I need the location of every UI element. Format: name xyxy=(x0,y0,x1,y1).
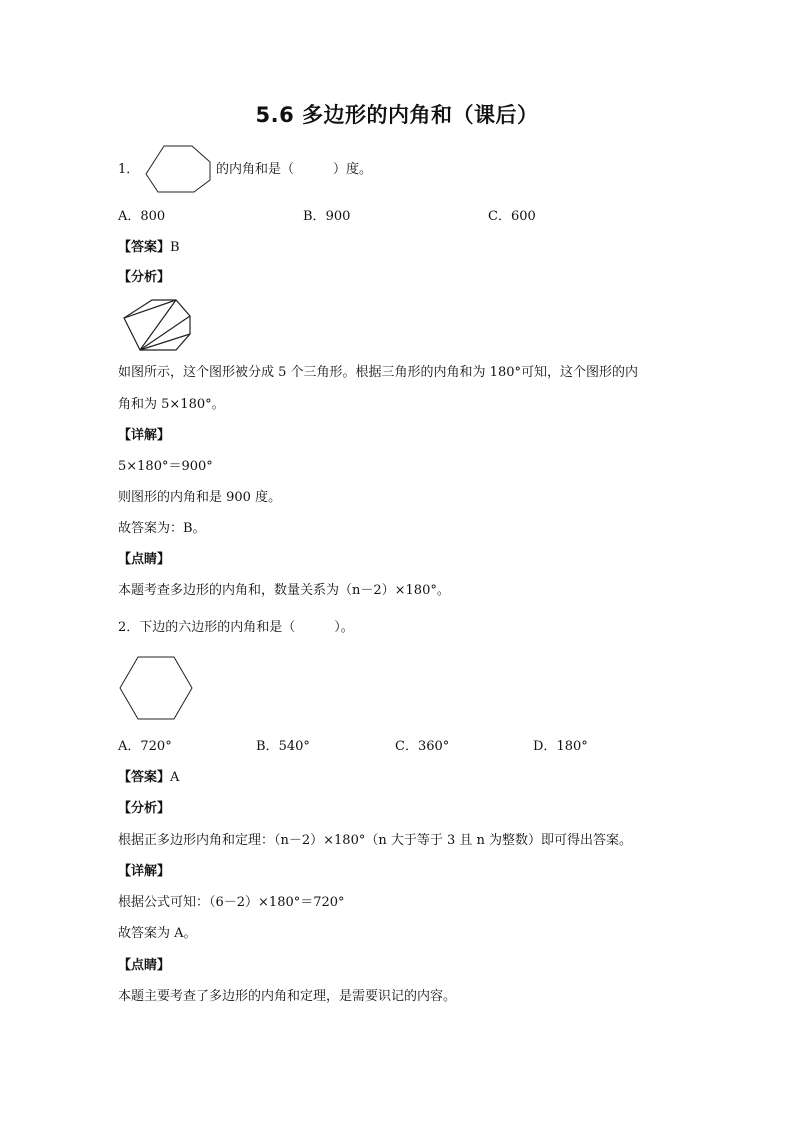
q2-hexagon-figure xyxy=(118,654,196,722)
q1-stem: 的内角和是（ ）度。 xyxy=(216,162,373,177)
answer-label: 【答案】 xyxy=(118,240,171,255)
q2-stem xyxy=(118,621,354,634)
q2-detail-label: 【详解】 xyxy=(118,864,171,879)
option-label: B． xyxy=(256,739,279,754)
option-text: 540° xyxy=(278,739,310,754)
option-label: A． xyxy=(118,209,141,224)
q2-option-d xyxy=(533,740,588,753)
q2-option-a xyxy=(118,740,172,753)
q1-number: 1． xyxy=(118,162,140,177)
q1-detail-label: 【详解】 xyxy=(118,428,171,443)
option-text: 800 xyxy=(140,209,166,224)
answer-value: B xyxy=(170,240,180,255)
option-text: 360° xyxy=(417,739,450,754)
q2-detail-line2: 故答案为 A。 xyxy=(118,926,197,941)
q2-answer xyxy=(118,771,179,784)
q1-answer xyxy=(118,241,180,254)
q2-option-b xyxy=(256,740,310,753)
q2-comment-text: 本题主要考查了多边形的内角和定理，是需要识记的内容。 xyxy=(118,989,457,1004)
option-text: 720° xyxy=(140,739,172,754)
q1-detail-line2: 则图形的内角和是 900 度。 xyxy=(118,490,282,505)
q2-option-c xyxy=(395,740,449,753)
option-label: D． xyxy=(533,739,557,754)
answer-value: A xyxy=(170,770,180,785)
q1-option-b xyxy=(303,210,350,223)
option-text: 180° xyxy=(556,739,588,754)
q2-comment-label: 【点睛】 xyxy=(118,958,171,973)
q1-option-a xyxy=(118,210,165,223)
q1-analysis-text-line2: 角和为 5×180°。 xyxy=(118,397,225,412)
q2-number: 2． xyxy=(118,620,140,635)
page-title: 5.6 多边形的内角和（课后） xyxy=(255,103,539,127)
q1-detail-line3: 故答案为：B。 xyxy=(118,521,206,536)
q2-analysis-text: 根据正多边形内角和定理：（n－2）×180°（n 大于等于 3 且 n 为整数）即可得出答案。 xyxy=(118,833,633,848)
q2-stem-text: 下边的六边形的内角和是（ ）。 xyxy=(139,620,354,635)
option-label: A． xyxy=(118,739,141,754)
option-label: C． xyxy=(488,209,511,224)
q1-comment-label: 【点睛】 xyxy=(118,552,171,567)
q1-comment-text: 本题考查多边形的内角和，数量关系为（n－2）×180°。 xyxy=(118,583,450,598)
option-label: C． xyxy=(395,739,418,754)
q2-analysis-label: 【分析】 xyxy=(118,801,171,816)
q1-heptagon-figure xyxy=(144,144,214,196)
q1-option-c xyxy=(488,210,536,223)
q1-analysis-label: 【分析】 xyxy=(118,270,171,285)
q1-detail-line1: 5×180°＝900° xyxy=(118,459,213,474)
q1-triangulated-heptagon-figure xyxy=(120,296,194,354)
option-text: 600 xyxy=(510,209,536,224)
answer-label: 【答案】 xyxy=(118,770,171,785)
q2-detail-line1: 根据公式可知：（6－2）×180°＝720° xyxy=(118,895,345,910)
option-label: B． xyxy=(303,209,326,224)
q1-analysis-text-line1: 如图所示，这个图形被分成 5 个三角形。根据三角形的内角和为 180°可知，这个图形的内 xyxy=(118,365,638,380)
option-text: 900 xyxy=(325,209,351,224)
